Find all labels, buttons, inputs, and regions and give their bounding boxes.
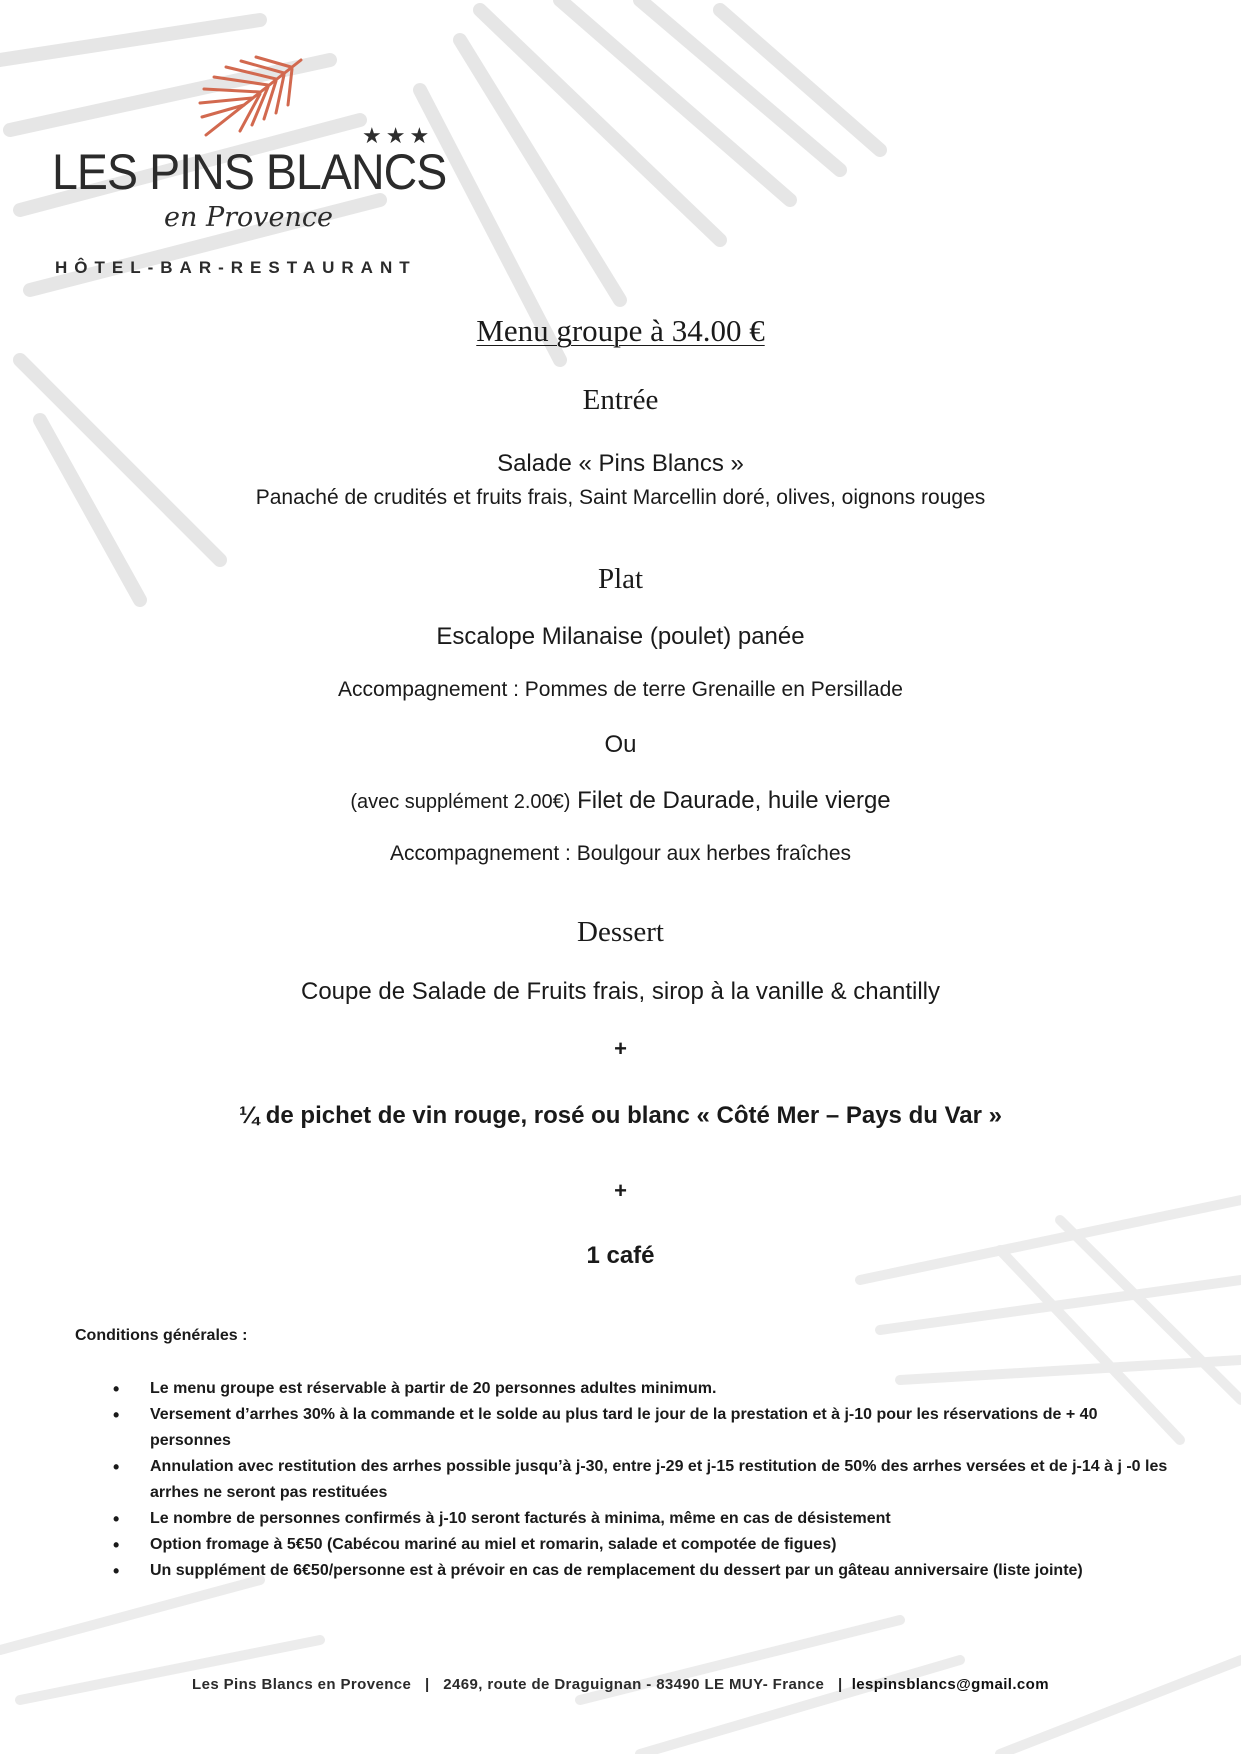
- footer-address: 2469, route de Draguignan - 83490 LE MUY- France: [443, 1676, 825, 1693]
- condition-item: • Un supplément de 6€50/personne est à prévoir en cas de remplacement du dessert par un gâteau anniversaire (liste jointe): [110, 1558, 1170, 1584]
- coffee-offer: 1 café: [586, 1242, 655, 1269]
- condition-item: • Le menu groupe est réservable à partir de 20 personnes adultes minimum.: [110, 1376, 1170, 1402]
- footer-separator: |: [837, 1676, 843, 1693]
- hotel-logo-tagline: en Provence: [164, 202, 334, 233]
- plat-heading: Plat: [597, 563, 644, 595]
- entree-dish: Salade « Pins Blancs »: [497, 450, 744, 477]
- condition-item: • Versement d’arrhes 30% à la commande et le solde au plus tard le jour de la prestation et à j-10 pour les réservations de + 40 personnes: [110, 1402, 1170, 1454]
- hotel-logo-subtitle: HÔTEL-BAR-RESTAURANT: [55, 258, 417, 277]
- plat-side-1: Accompagnement : Pommes de terre Grenaille en Persillade: [338, 678, 903, 701]
- plat-dish-2-line: [0, 787, 1241, 815]
- entree-description: Panaché de crudités et fruits frais, Saint Marcellin doré, olives, oignons rouges: [255, 486, 986, 509]
- footer: [0, 1676, 1241, 1693]
- entree-heading: Entrée: [582, 384, 659, 416]
- plat-supplement: (avec supplément 2.00€): [350, 791, 571, 813]
- plat-dish-1: Escalope Milanaise (poulet) panée: [436, 623, 805, 650]
- plat-dish-2: Filet de Daurade, huile vierge: [577, 787, 891, 814]
- hotel-logo-name: LES PINS BLANCS: [52, 144, 447, 200]
- conditions-title: Conditions générales :: [75, 1327, 248, 1344]
- condition-item: • Option fromage à 5€50 (Cabécou mariné au miel et romarin, salade et compotée de figues): [110, 1532, 1170, 1558]
- condition-item: • Annulation avec restitution des arrhes possible jusqu’à j-30, entre j-29 et j-15 restitution de 50% des arrhes versées et de j-14 à j -0 les arrhes ne seront pas restituées: [110, 1454, 1170, 1506]
- dessert-heading: Dessert: [577, 916, 664, 948]
- plus-sign-1: +: [614, 1036, 627, 1061]
- footer-separator: |: [424, 1676, 430, 1693]
- menu-title: Menu groupe à 34.00 €: [476, 313, 765, 348]
- footer-email: lespinsblancs@gmail.com: [851, 1676, 1049, 1693]
- plus-sign-2: +: [614, 1178, 627, 1203]
- condition-item: • Le nombre de personnes confirmés à j-10 seront facturés à minima, même en cas de désistement: [110, 1506, 1170, 1532]
- conditions-list: [110, 1376, 1170, 1584]
- plat-or-label: Ou: [604, 731, 637, 758]
- footer-name: Les Pins Blancs en Provence: [192, 1676, 412, 1693]
- hotel-rating-stars: ★★★: [362, 124, 434, 149]
- pine-branch-logo-icon: [196, 55, 306, 140]
- plat-side-2: Accompagnement : Boulgour aux herbes fraîches: [389, 842, 852, 865]
- dessert-dish: Coupe de Salade de Fruits frais, sirop à la vanille & chantilly: [301, 978, 940, 1005]
- wine-offer: ¼ de pichet de vin rouge, rosé ou blanc « Côté Mer – Pays du Var »: [239, 1102, 1002, 1129]
